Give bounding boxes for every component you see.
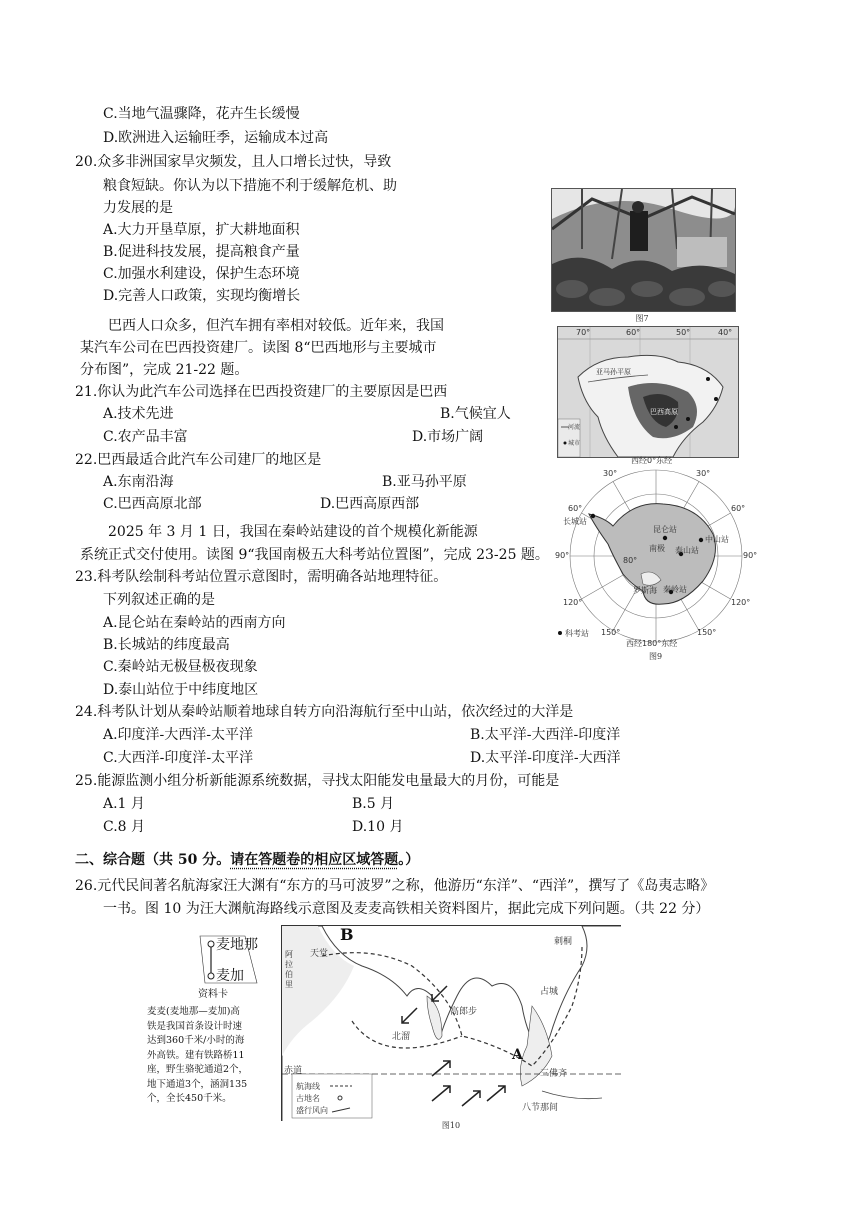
intro-23-25-line-1: 2025 年 3 月 1 日，我国在秦岭站建设的首个规模化新能源 [108,524,478,540]
info-card-line: 地下通道3个，涵洞135 [147,1078,248,1090]
q21-stem: 21.你认为此汽车公司选择在巴西投资建厂的主要原因是巴西 [75,384,448,400]
figure-8-brazil-map [557,326,739,458]
section-2-heading-c: 。） [398,852,420,868]
intro-23-25-line-2: 系统正式交付使用。读图 9“我国南极五大科考站位置图”，完成 23-25 题。 [80,547,549,563]
route-map-zhancheng: 占城 [540,987,559,997]
figure-9-lon-120-left: 120° [563,598,583,607]
figure-8-amazon-label: 亚马孙平原 [596,368,631,376]
q20-option-c: C.加强水利建设，保护生态环境 [103,266,300,282]
route-map-label-a: A [512,1047,523,1063]
figure-9-lon-60-right: 60° [731,504,746,513]
q24-option-a: A.印度洋-大西洋-太平洋 [103,727,254,743]
q23-option-a: A.昆仑站在秦岭站的西南方向 [103,615,286,631]
q23-option-b: B.长城站的纬度最高 [103,637,230,653]
q23-stem-line-1: 23.科考队绘制科考站位置示意图时，需明确各站地理特征。 [75,569,448,585]
figure-10-route-map [281,925,621,1121]
route-map-beiliu: 北溜 [392,1032,411,1042]
info-card-title: 资料卡 [198,989,228,1000]
figure-9-kunlun-label: 昆仑站 [653,525,677,534]
figure-9-lon-90-left: 90° [555,551,570,560]
route-map-legend-route: 航海线 [296,1082,320,1091]
q23-option-d: D.泰山站位于中纬度地区 [103,682,259,698]
info-card-line: 麦麦(麦地那—麦加)高 [147,1006,240,1017]
inset-mecca-label: 麦加 [216,968,244,984]
info-card-line: 达到360千米/小时的海 [147,1035,245,1046]
figure-7-caption: 图7 [635,314,649,323]
section-2-heading-b: 请在答题卷的相应区域答题 [230,852,399,868]
info-card-body [147,1005,248,1107]
figure-8-legend-river: 河流 [568,424,581,431]
q20-stem-line-1: 20.众多非洲国家旱灾频发，且人口增长过快，导致 [75,154,392,170]
q26-stem-line-1: 26.元代民间著名航海家汪大渊有“东方的马可波罗”之称，他游历“东洋”、“西洋”，撰写了《岛夷志略》 [75,878,715,894]
q21-option-d: D.市场广阔 [412,429,484,445]
inset-medina-label: 麦地那 [216,937,258,953]
figure-10-voyage-map [143,925,621,1121]
q21-option-b: B.气候宜人 [440,406,511,422]
q20-stem-line-3: 力发展的是 [103,200,173,216]
route-map-legend-wind: 盛行风向 [296,1106,328,1115]
q26-stem-line-2: 一书。图 10 为汪大渊航海路线示意图及麦麦高铁相关资料图片，据此完成下列问题。（共 22 分） [103,901,710,917]
figure-9-lon-30-left: 30° [603,469,618,478]
q20-option-d: D.完善人口政策，实现均衡增长 [103,288,301,304]
q22-option-d: D.巴西高原西部 [320,496,420,512]
q23-option-c: C.秦岭站无极昼极夜现象 [103,659,258,675]
route-map-equator: 赤道 [284,1066,303,1076]
greenhouse-photo-illustration [552,189,735,311]
figure-9-luosihai-label: 罗斯海 [633,586,657,595]
figure-9-qinling-label: 秦岭站 [663,585,687,594]
info-card-line: 座，野生骆驼通道2个， [147,1064,249,1075]
figure-8-lon-70: 70° [576,328,591,337]
figure-9-lon-30-right: 30° [696,469,711,478]
intro-21-22-line-1: 巴西人口众多，但汽车拥有率相对较低。近年来，我国 [108,318,444,334]
figure-8-legend-city: 城市 [568,440,581,447]
q22-option-b: B.亚马孙平原 [382,474,467,490]
figure-9-bottom-label: 西经180°东经 [626,639,678,648]
intro-21-22-line-3: 分布图”，完成 21-22 题。 [80,362,249,378]
figure-9-lon-120-right: 120° [731,598,751,607]
route-map-gaolangbu: 高郎步 [450,1007,478,1017]
route-map-cili: 刺桐 [554,937,573,947]
figure-9-caption: 图9 [649,652,663,661]
q22-option-a: A.东南沿海 [103,474,174,490]
info-card-line: 个，全长450千米。 [147,1093,232,1104]
figure-8-lon-40: 40° [718,328,733,337]
q24-option-d: D.太平洋-印度洋-大西洋 [470,750,621,766]
figure-10-caption: 图10 [441,1121,461,1130]
route-map-sanfoqi: 三佛齐 [540,1069,568,1079]
q24-option-c: C.大西洋-印度洋-太平洋 [103,750,254,766]
figure-9-zhongshan-label: 中山站 [705,535,729,544]
figure-9-top-label: 西经0°东经 [631,456,673,465]
figure-9-antarctica-map [553,456,759,666]
section-2-heading [75,850,419,870]
q23-stem-line-2: 下列叙述正确的是 [103,592,215,608]
route-map-illustration [282,926,621,1121]
q20-option-a: A.大力开垦草原，扩大耕地面积 [103,222,300,238]
figure-8-plateau-label: 巴西高原 [650,408,678,416]
q20-stem-line-2: 粮食短缺。你认为以下措施不利于缓解危机、助 [103,178,397,194]
q21-option-c: C.农产品丰富 [103,429,188,445]
q24-stem: 24.科考队计划从秦岭站顺着地球自转方向沿海航行至中山站，依次经过的大洋是 [75,704,574,720]
q22-option-c: C.巴西高原北部 [103,496,202,512]
figure-9-lon-90-right: 90° [743,551,758,560]
section-2-heading-a: 二、综合题（共 50 分。 [75,852,231,868]
route-map-arabia: 阿拉伯里 [285,950,293,989]
route-map-tiantang: 天堂 [310,949,329,959]
q21-option-a: A.技术先进 [103,406,174,422]
q25-stem: 25.能源监测小组分析新能源系统数据，寻找太阳能发电量最大的月份，可能是 [75,773,560,789]
info-card-line: 铁是我国首条设计时速 [147,1020,243,1032]
q22-stem: 22.巴西最适合此汽车公司建厂的地区是 [75,452,322,468]
figure-9-legend-station: 科考站 [565,629,589,638]
intro-21-22-line-2: 某汽车公司在巴西投资建厂。读图 8“巴西地形与主要城市 [80,340,437,356]
figure-9-nanji-label: 南极 [649,544,665,553]
route-map-label-b: B [340,925,354,944]
figure-8-lon-50: 50° [676,328,691,337]
brazil-map-illustration [558,327,738,457]
figure-9-lon-60-left: 60° [568,504,583,513]
figure-10-info-card [143,987,283,1121]
figure-8-lon-60: 60° [626,328,641,337]
q25-option-b: B.5 月 [352,796,395,812]
q25-option-d: D.10 月 [352,819,404,835]
q24-option-b: B.太平洋-大西洋-印度洋 [470,727,621,743]
q19-option-c: C.当地气温骤降，花卉生长缓慢 [103,106,300,122]
figure-9-changcheng-label: 长城站 [563,517,587,526]
q19-option-d: D.欧洲进入运输旺季，运输成本过高 [103,130,329,146]
info-card-line: 外高铁。建有铁路桥11 [147,1049,245,1061]
figure-9-lat-80: 80° [623,556,638,565]
figure-9-taishan-label: 泰山站 [675,546,699,555]
q25-option-c: C.8 月 [103,819,146,835]
figure-10-inset-map [195,928,273,988]
figure-9-lon-150-right: 150° [697,628,717,637]
q20-option-b: B.促进科技发展，提高粮食产量 [103,244,300,260]
figure-7-greenhouse-photo [551,188,736,312]
q25-option-a: A.1 月 [103,796,145,812]
route-map-legend-place: 古地名 [296,1094,320,1103]
route-map-bajiejian: 八节那间 [522,1103,559,1113]
figure-9-lon-150-left: 150° [601,628,621,637]
